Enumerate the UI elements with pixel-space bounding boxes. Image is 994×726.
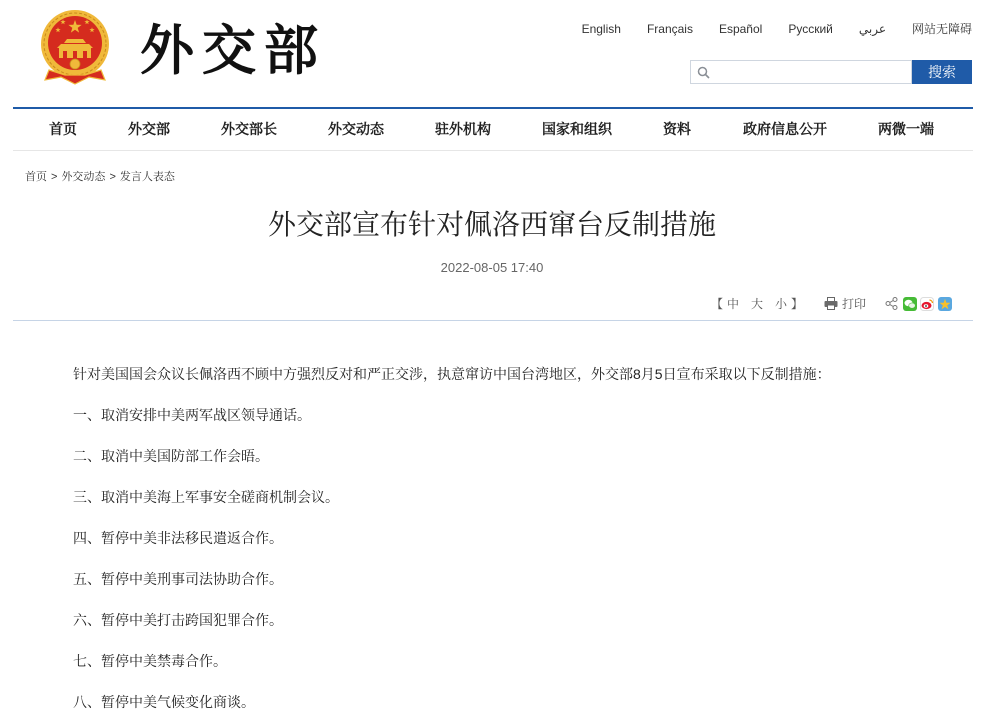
article-paragraph: 八、暂停中美气候变化商谈。 [73,694,255,710]
share-icon [885,297,898,310]
nav-item-missions-abroad[interactable]: 驻外机构 [435,121,491,137]
logo-calligraphy[interactable]: 外交部 [140,18,326,82]
article-paragraph: 七、暂停中美禁毒合作。 [73,653,227,669]
search-bar [690,60,972,84]
lang-link-french[interactable]: Français [646,22,693,36]
article-body [73,364,953,726]
article-tools [0,296,994,312]
search-icon [697,66,710,79]
accessibility-link[interactable]: 网站无障碍 [911,22,972,36]
article-paragraph: 五、暂停中美刑事司法协助合作。 [73,571,283,587]
article-paragraph: 四、暂停中美非法移民遣返合作。 [73,530,283,546]
national-emblem-icon [37,8,113,86]
site-logo[interactable] [37,8,113,86]
article-title: 外交部宣布针对佩洛西窜台反制措施 [267,209,716,240]
search-field[interactable] [690,60,912,84]
header-divider [13,107,973,109]
nav-item-countries-organizations[interactable]: 国家和组织 [542,121,612,137]
nav-divider [13,150,973,151]
wechat-icon[interactable] [903,297,917,311]
weibo-icon[interactable] [920,297,934,311]
breadcrumb-item-home[interactable]: 首页 [25,171,47,183]
article-paragraph: 一、取消安排中美两军战区领导通话。 [73,407,311,423]
search-input[interactable] [691,61,911,83]
breadcrumb-separator: > [51,171,58,183]
print-icon[interactable] [824,297,838,310]
main-nav [0,118,994,140]
article-paragraph: 六、暂停中美打击跨国犯罪合作。 [73,612,283,628]
font-size-bracket-open: 【 [711,297,724,311]
article-paragraph: 三、取消中美海上军事安全磋商机制会议。 [73,489,339,505]
language-bar [582,21,972,37]
lang-link-spanish[interactable]: Español [718,22,763,36]
nav-item-minister[interactable]: 外交部长 [221,121,277,137]
font-size-bracket-close: 】 [791,297,804,311]
nav-item-government-info[interactable]: 政府信息公开 [743,121,827,137]
search-button[interactable]: 搜索 [912,60,972,84]
breadcrumb [25,170,175,184]
font-size-medium[interactable]: 中 [727,297,740,311]
lang-link-russian[interactable]: Русский [788,22,833,36]
article-paragraph: 二、取消中美国防部工作会晤。 [73,448,269,464]
article-paragraph: 针对美国国会众议长佩洛西不顾中方强烈反对和严正交涉，执意窜访中国台湾地区，外交部8月5日宣布采取以下反制措施： [73,366,831,382]
qzone-icon[interactable] [938,297,952,311]
print-button[interactable]: 打印 [842,297,867,311]
nav-item-social-media[interactable]: 两微一端 [878,121,934,137]
breadcrumb-separator: > [109,171,116,183]
font-size-large[interactable]: 大 [751,297,764,311]
font-size-small[interactable]: 小 [775,297,788,311]
article-divider [13,320,973,321]
breadcrumb-item-spokesperson[interactable]: 发言人表态 [119,171,175,183]
nav-item-home[interactable]: 首页 [49,121,77,137]
lang-link-arabic[interactable]: عربي [858,22,886,36]
nav-item-ministry[interactable]: 外交部 [128,121,170,137]
breadcrumb-item-news[interactable]: 外交动态 [61,171,106,183]
nav-item-resources[interactable]: 资料 [663,121,691,137]
lang-link-english[interactable]: English [581,22,621,36]
nav-item-news[interactable]: 外交动态 [328,121,384,137]
article-date: 2022-08-05 17:40 [440,260,544,275]
